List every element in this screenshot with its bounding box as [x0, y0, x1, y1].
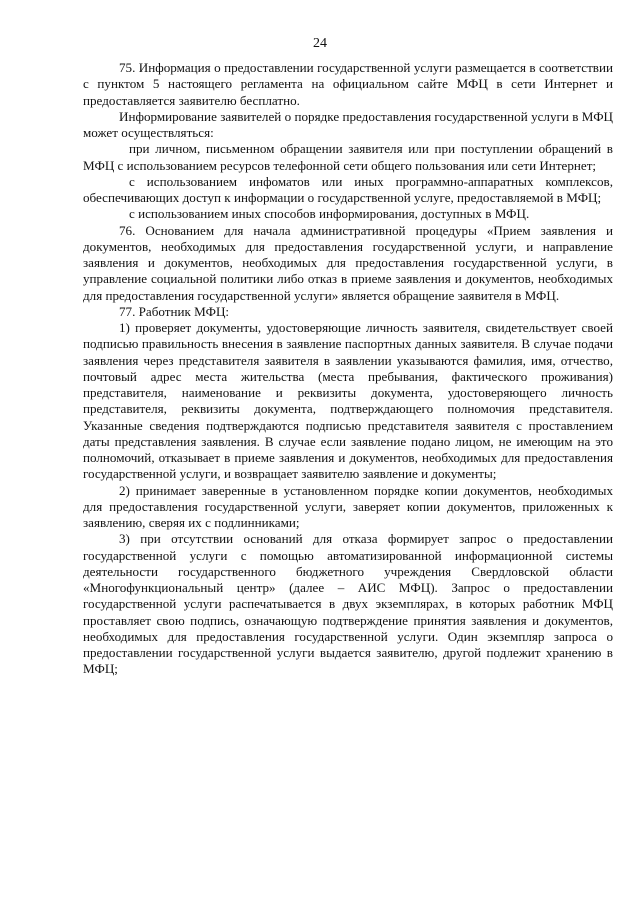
paragraph-77: 77. Работник МФЦ: [119, 303, 230, 319]
paragraph-informing: Информирование заявителей о порядке предоставления государственной услуги в МФЦ может осуществляться: [83, 108, 613, 140]
paragraph-75: 75. Информация о предоставлении государственной услуги размещается в соответствии с пунктом 5 настоящего регламента на официальном сайте МФЦ в сети Интернет и предоставляется заявителю бесплатно. [83, 60, 613, 108]
paragraph-method-personal: при личном, письменном обращении заявителя или при поступлении обращений в МФЦ с использованием ресурсов телефонной сети общего пользования или сети Интернет; [83, 141, 613, 173]
paragraph-77-item-1: 1) проверяет документы, удостоверяющие личность заявителя, свидетельствует своей подписью правильность внесения в заявление паспортных данных заявителя. В случае подачи заявления через представителя заявителя в заявлении указываются фамилия, имя, отчество, почтовый адрес места жительства (места пребывания, фактического проживания) представителя, наименование и реквизиты документа, удостоверяющего личность представителя, реквизиты документа, подтверждающего полномочия представителя. Указанные сведения подтверждаются подписью представителя заявителя с проставлением даты представления заявления. В случае если заявление подано лицом, не имеющим на это полномочий, отказывает в приеме заявления и документов, необходимых для предоставления государственной услуги, и возвращает заявителю заявление и документы; [83, 320, 613, 482]
document-body [83, 60, 613, 678]
paragraph-method-infomats: с использованием инфоматов или иных программно-аппаратных комплексов, обеспечивающих доступ к информации о государственной услуге, предоставляемой в МФЦ; [83, 173, 613, 205]
paragraph-method-other: с использованием иных способов информирования, доступных в МФЦ. [129, 206, 530, 222]
page-number: 24 [313, 36, 327, 51]
paragraph-77-item-3: 3) при отсутствии оснований для отказа формирует запрос о предоставлении государственной услуги с помощью автоматизированной информационной системы деятельности государственного бюджетного учреждения Свердловской области «Многофункциональный центр» (далее – АИС МФЦ). Запрос о предоставлении государственной услуги распечатывается в двух экземплярах, в которых работник МФЦ проставляет свою подпись, означающую подтверждение принятия заявления и документов, необходимых для предоставления государственной услуги. Один экземпляр запроса о предоставлении государственной услуги выдается заявителю, другой подлежит хранению в МФЦ; [83, 531, 613, 677]
paragraph-76: 76. Основанием для начала административной процедуры «Прием заявления и документов, необходимых для предоставления государственной услуги, и направление заявления и документов, необходимых для предоставления государственной услуги, в управление социальной политики либо отказ в приеме заявления и документов, необходимых для предоставления государственной услуги» является обращение заявителя в МФЦ. [83, 222, 613, 303]
paragraph-77-item-2: 2) принимает заверенные в установленном порядке копии документов, необходимых для предоставления государственной услуги, заверяет копии документов, приложенных к заявлению, сверяя их с подлинниками; [83, 482, 613, 530]
